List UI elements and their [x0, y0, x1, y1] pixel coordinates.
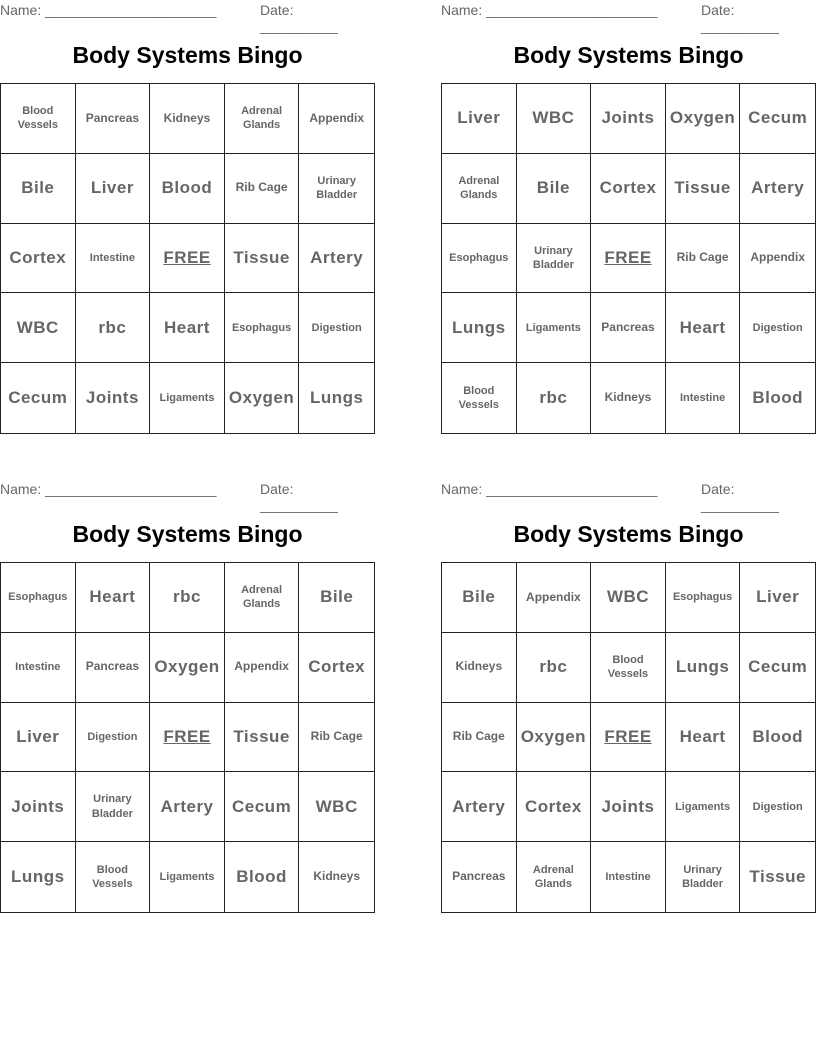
bingo-cell: Tissue [225, 224, 300, 294]
bingo-cell: Kidneys [313, 869, 361, 884]
bingo-cell: Heart [150, 293, 225, 363]
bingo-card [441, 479, 816, 919]
bingo-cell: Tissue [225, 703, 300, 773]
card-header [0, 479, 375, 513]
card-title: Body Systems Bingo [513, 42, 744, 68]
bingo-cell: Blood Vessels [591, 633, 666, 703]
bingo-cell: Bile [1, 154, 76, 224]
bingo-cell: WBC [299, 772, 374, 842]
bingo-cell: Intestine [666, 363, 741, 433]
free-space: FREE [150, 224, 225, 294]
bingo-cell: Intestine [76, 224, 151, 294]
bingo-cell: Digestion [76, 703, 151, 773]
bingo-cell: Appendix [225, 633, 300, 703]
bingo-cell: rbc [76, 293, 151, 363]
bingo-cell: Blood [150, 154, 225, 224]
bingo-cell: Kidneys [442, 633, 517, 703]
bingo-cell: Appendix [299, 84, 374, 154]
date-field: Date: __________ [701, 2, 779, 34]
bingo-cell: Adrenal Glands [442, 154, 517, 224]
bingo-cell: Adrenal Glands [517, 842, 592, 912]
bingo-cell: Heart [666, 703, 741, 773]
bingo-cell: Pancreas [442, 842, 517, 912]
bingo-grid [0, 562, 375, 913]
bingo-cell: Oxygen [150, 633, 225, 703]
bingo-cell: rbc [517, 633, 592, 703]
bingo-cell: Blood Vessels [442, 363, 517, 433]
free-space: FREE [591, 224, 666, 294]
name-field: Name: ______________________ [0, 481, 217, 497]
bingo-cell: Oxygen [666, 84, 741, 154]
bingo-cell: rbc [150, 563, 225, 633]
bingo-cell: Intestine [1, 633, 76, 703]
bingo-cell: Artery [442, 772, 517, 842]
bingo-cell: Joints [591, 84, 666, 154]
bingo-cell: Esophagus [225, 293, 300, 363]
bingo-cell: Liver [442, 84, 517, 154]
bingo-cell: Intestine [591, 842, 666, 912]
bingo-cell: Rib Cage [299, 703, 374, 773]
bingo-cell: Digestion [740, 293, 815, 363]
bingo-cell: Artery [299, 224, 374, 294]
bingo-grid [0, 83, 375, 434]
bingo-cell: Pancreas [591, 293, 666, 363]
bingo-cell: Digestion [299, 293, 374, 363]
bingo-cell: Cecum [740, 633, 815, 703]
bingo-cell: Urinary Bladder [666, 842, 741, 912]
bingo-cell: Ligaments [150, 363, 225, 433]
bingo-cell: Ligaments [150, 842, 225, 912]
bingo-cell: Tissue [749, 867, 806, 887]
bingo-cell: rbc [517, 363, 592, 433]
bingo-cell: Artery [150, 772, 225, 842]
bingo-cell: Bile [299, 563, 374, 633]
bingo-cell: Urinary Bladder [76, 772, 151, 842]
name-field: Name: ______________________ [441, 2, 658, 18]
bingo-cell: Ligaments [666, 772, 741, 842]
bingo-cell: Lungs [309, 388, 364, 408]
bingo-cell: Appendix [740, 224, 815, 294]
free-space: FREE [150, 703, 225, 773]
bingo-cell: Cortex [1, 224, 76, 294]
bingo-cell: Cortex [591, 154, 666, 224]
card-title: Body Systems Bingo [72, 42, 303, 68]
bingo-cell: Esophagus [1, 563, 76, 633]
bingo-cell: Artery [740, 154, 815, 224]
date-field: Date: __________ [701, 481, 779, 513]
bingo-cell: Kidneys [591, 363, 666, 433]
bingo-cell: Appendix [517, 563, 592, 633]
bingo-cell: Joints [1, 772, 76, 842]
bingo-card [441, 0, 816, 440]
bingo-cell: Joints [591, 772, 666, 842]
bingo-cell: Liver [1, 703, 76, 773]
bingo-cell: WBC [591, 563, 666, 633]
name-field: Name: ______________________ [441, 481, 658, 497]
date-field: Date: __________ [260, 481, 338, 513]
bingo-cell: Blood [225, 842, 300, 912]
bingo-cell: Bile [442, 563, 517, 633]
bingo-cell: Kidneys [150, 84, 225, 154]
bingo-grid [441, 562, 816, 913]
bingo-cell: Pancreas [76, 633, 151, 703]
bingo-grid [441, 83, 816, 434]
bingo-cell: Esophagus [442, 224, 517, 294]
bingo-cell: Oxygen [225, 363, 300, 433]
bingo-cell: Liver [740, 563, 815, 633]
bingo-cell: Lungs [666, 633, 741, 703]
bingo-cell: Cortex [517, 772, 592, 842]
bingo-cell: Lungs [1, 842, 76, 912]
bingo-cell: Cortex [299, 633, 374, 703]
bingo-cell: Blood [740, 703, 815, 773]
bingo-cell: Pancreas [76, 84, 151, 154]
bingo-cell: Ligaments [517, 293, 592, 363]
bingo-cell: Cecum [1, 363, 76, 433]
bingo-cell: Rib Cage [442, 703, 517, 773]
bingo-cell: Heart [666, 293, 741, 363]
bingo-cell: Joints [76, 363, 151, 433]
bingo-cell: Bile [517, 154, 592, 224]
bingo-cell: Blood Vessels [76, 842, 151, 912]
name-field: Name: ______________________ [0, 2, 217, 18]
bingo-cell: Adrenal Glands [225, 84, 300, 154]
bingo-cell: Adrenal Glands [225, 563, 300, 633]
bingo-cell: Digestion [740, 772, 815, 842]
bingo-cell: Cecum [740, 84, 815, 154]
card-header [441, 0, 816, 34]
bingo-cell: Liver [76, 154, 151, 224]
bingo-cell: WBC [1, 293, 76, 363]
bingo-cell: Lungs [442, 293, 517, 363]
card-header [0, 0, 375, 34]
bingo-card [0, 0, 375, 440]
bingo-cell: Esophagus [666, 563, 741, 633]
date-field: Date: __________ [260, 2, 338, 34]
bingo-cell: Oxygen [517, 703, 592, 773]
bingo-cell: Rib Cage [225, 154, 300, 224]
free-space: FREE [591, 703, 666, 773]
bingo-cell: Tissue [666, 154, 741, 224]
bingo-cell: Urinary Bladder [517, 224, 592, 294]
card-header [441, 479, 816, 513]
bingo-card [0, 479, 375, 919]
card-title: Body Systems Bingo [72, 521, 303, 547]
bingo-cell: Urinary Bladder [299, 154, 374, 224]
bingo-cell: WBC [517, 84, 592, 154]
bingo-cell: Heart [76, 563, 151, 633]
bingo-cell: Rib Cage [666, 224, 741, 294]
card-title: Body Systems Bingo [513, 521, 744, 547]
bingo-cell: Cecum [225, 772, 300, 842]
bingo-cell: Blood [752, 388, 804, 408]
bingo-cell: Blood Vessels [1, 84, 76, 154]
